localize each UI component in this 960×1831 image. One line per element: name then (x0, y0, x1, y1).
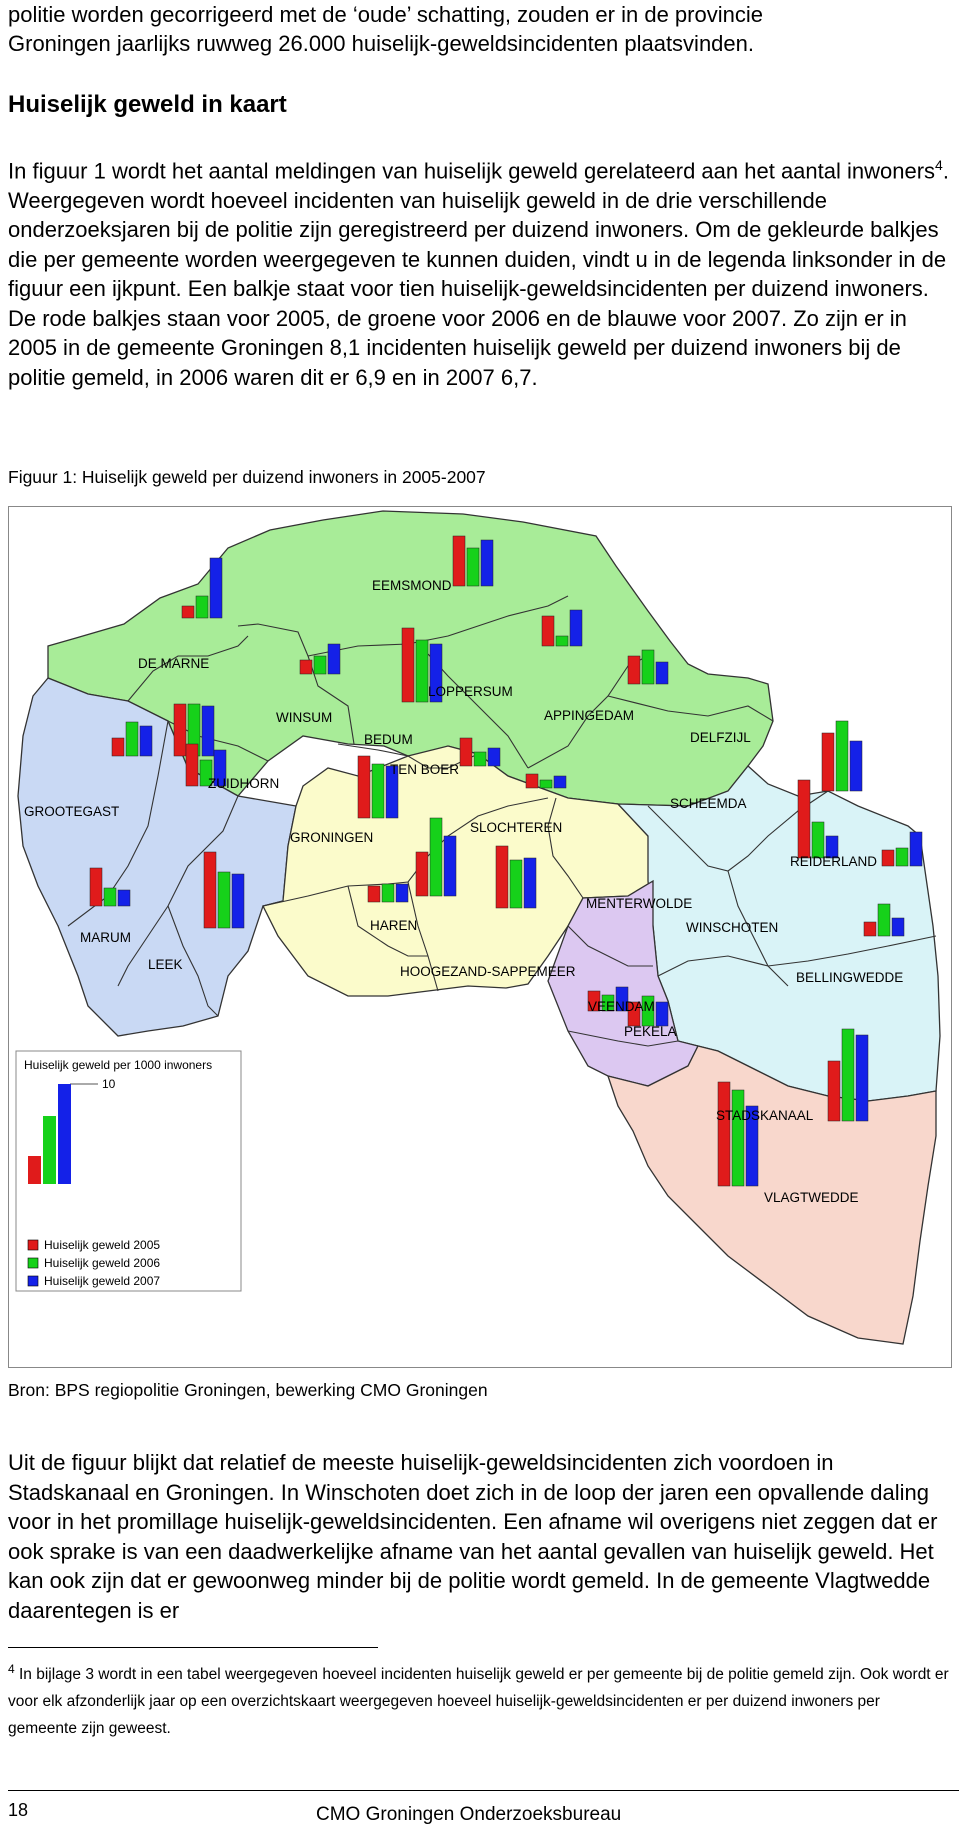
figure-source: Bron: BPS regiopolitie Groningen, bewerking CMO Groningen (8, 1380, 488, 1400)
label-bedum: BEDUM (364, 732, 413, 747)
map-bar-2007-19 (892, 918, 904, 936)
legend-item-2006: Huiselijk geweld 2006 (44, 1256, 161, 1270)
label-haren: HAREN (370, 918, 418, 933)
page-number: 18 (8, 1800, 29, 1820)
legend-swatch-2005 (28, 1240, 38, 1250)
map-bar-2006-3 (642, 650, 654, 684)
map-bar-2005-19 (864, 922, 876, 936)
map-bar-2006-8 (126, 722, 138, 756)
paragraph-text-part2: . Weergegeven wordt hoeveel incidenten van huiselijk geweld in de drie verschillende onderzoeksjaren bij de politie zijn geregistreerd per duizend inwoners. Om de gekleurde balkjes die per gemeente worden weergegeven te kunnen duiden, vindt u in de legenda linksonder in de figuur een ijkpunt. Een balkje staat voor tien huiselijk-geweldsincidenten per duizend inwoners. De rode balkjes staan voor 2005, de groene voor 2006 en de blauwe voor 2007. Zo zijn er in 2005 in de gemeente Groningen 8,1 incidenten huiselijk geweld per duizend inwoners bij de politie gemeld, in 2006 waren dit er 6,9 en in 2007 6,7. (8, 158, 949, 390)
map-bar-2005-17 (368, 886, 380, 902)
map-bar-2007-5 (202, 706, 214, 756)
map-bar-2005-14 (496, 846, 508, 908)
paragraph-figure-explanation (8, 151, 953, 392)
map-bar-2005-24 (718, 1082, 730, 1186)
footnote-number: 4 (8, 1662, 15, 1676)
label-slochteren: SLOCHTEREN (470, 820, 563, 835)
map-bar-2005-1 (182, 606, 194, 618)
map-bar-2006-17 (382, 884, 394, 902)
map-bar-2005-20 (416, 852, 428, 896)
map-bar-2007-11 (554, 776, 566, 788)
map-bar-2007-16 (118, 890, 130, 906)
map-bar-2005-2 (542, 616, 554, 646)
map-bar-2006-2 (556, 636, 568, 646)
map-bar-2006-12 (372, 764, 384, 818)
label-zuidhorn: ZUIDHORN (208, 776, 280, 791)
map-bar-2007-7 (488, 748, 500, 766)
legend-bar-2006 (43, 1116, 56, 1184)
map-bar-2005-18 (204, 852, 216, 928)
map-bar-2007-14 (524, 858, 536, 908)
map-bar-2005-15 (798, 780, 810, 858)
map-bar-2006-0 (467, 548, 479, 586)
map-bar-2006-14 (510, 860, 522, 908)
footer-rule (8, 1790, 959, 1791)
label-loppersum: LOPPERSUM (428, 684, 513, 699)
map-bar-2005-5 (174, 704, 186, 756)
legend-scale-label: 10 (102, 1077, 116, 1091)
label-groningen: GRONINGEN (290, 830, 374, 845)
map-bar-2005-3 (628, 656, 640, 684)
map-bar-2005-10 (822, 733, 834, 791)
map-bar-2007-13 (910, 832, 922, 866)
map-bar-2006-24 (732, 1090, 744, 1186)
map-bar-2005-9 (186, 744, 198, 786)
legend-title: Huiselijk geweld per 1000 inwoners (24, 1058, 213, 1072)
legend-item-2007: Huiselijk geweld 2007 (44, 1274, 161, 1288)
label-scheemda: SCHEEMDA (670, 796, 747, 811)
footnote (8, 1656, 953, 1742)
paragraph-text-part1: In figuur 1 wordt het aantal meldingen van huiselijk geweld gerelateerd aan het aantal inwoners (8, 158, 936, 184)
label-bellingwedde: BELLINGWEDDE (796, 970, 904, 985)
map-bar-2007-3 (656, 662, 668, 684)
map-bar-2005-11 (526, 774, 538, 788)
label-winschoten: WINSCHOTEN (686, 920, 779, 935)
map-bar-2005-13 (882, 850, 894, 866)
map-legend (16, 1051, 241, 1291)
legend-bar-2007 (58, 1084, 71, 1184)
map-bar-2007-17 (396, 884, 408, 902)
map-bar-2006-1 (196, 596, 208, 618)
map-bar-2005-16 (90, 868, 102, 906)
map-bar-2007-1 (210, 558, 222, 618)
label-grootegast: GROOTEGAST (24, 804, 120, 819)
map-bar-2006-10 (836, 721, 848, 791)
map-bar-2005-23 (828, 1061, 840, 1121)
map-bar-2005-0 (453, 536, 465, 586)
map-bar-2006-11 (540, 780, 552, 788)
label-menterwolde: MENTERWOLDE (586, 896, 693, 911)
figure-map (8, 506, 952, 1368)
label-winsum: WINSUM (276, 710, 333, 725)
label-stadskanaal: STADSKANAAL (716, 1108, 814, 1123)
paragraph-conclusion: Uit de figuur blijkt dat relatief de meeste huiselijk-geweldsincidenten zich voordoen in Stadskanaal en Groningen. In Winschoten doet zich in de loop der jaren een opvallende daling voor in het promillage huiselijk-geweldsincidenten. Een afname wil overigens niet zeggen dat er ook sprake is van een daadwerkelijke afname van het aantal gevallen van huiselijk geweld. Het kan ook zijn dat er gewoonweg minder bij de politie wordt gemeld. In de gemeente Vlagtwedde daarentegen is er (8, 1450, 938, 1623)
map-bar-2006-6 (416, 640, 428, 702)
map-bar-2005-6 (402, 628, 414, 702)
label-hoogezand-sappemeer: HOOGEZAND-SAPPEMEER (400, 964, 576, 979)
label-de-marne: DE MARNE (138, 656, 210, 671)
label-veendam: VEENDAM (588, 999, 655, 1014)
label-vlagtwedde: VLAGTWEDDE (764, 1190, 859, 1205)
map-bar-2005-4 (300, 660, 312, 674)
label-delfzijl: DELFZIJL (690, 730, 751, 745)
map-bar-2006-13 (896, 848, 908, 866)
legend-swatch-2006 (28, 1258, 38, 1268)
map-bar-2007-2 (570, 610, 582, 646)
map-bar-2007-8 (140, 726, 152, 756)
footnote-text: In bijlage 3 wordt in een tabel weergegeven hoeveel incidenten huiselijk geweld er per gemeente bij de politie gemeld zijn. Ook wordt er voor elk afzonderlijk jaar op een overzichtskaart weergegeven hoeveel huiselijk-geweldsincidenten er per duizend inwoners per gemeente zijn geweest. (8, 1666, 949, 1738)
figure-caption: Figuur 1: Huiselijk geweld per duizend inwoners in 2005-2007 (8, 467, 486, 487)
intro-line-1: politie worden gecorrigeerd met de ‘oude’ schatting, zouden er in de provincie (8, 2, 763, 27)
map-bar-2006-23 (842, 1029, 854, 1121)
legend-bar-2005 (28, 1156, 41, 1184)
map-bar-2007-0 (481, 540, 493, 586)
map-bar-2007-20 (444, 836, 456, 896)
label-appingedam: APPINGEDAM (544, 708, 635, 723)
map-bar-2006-18 (218, 872, 230, 928)
footnote-reference: 4 (935, 157, 943, 173)
legend-item-2005: Huiselijk geweld 2005 (44, 1238, 161, 1252)
label-leek: LEEK (148, 957, 183, 972)
map-svg (8, 506, 952, 1368)
map-bar-2007-10 (850, 741, 862, 791)
map-bar-2007-4 (328, 644, 340, 674)
label-pekela: PEKELA (624, 1024, 677, 1039)
map-bar-2006-20 (430, 818, 442, 896)
map-bar-2006-15 (812, 822, 824, 858)
map-bar-2005-8 (112, 738, 124, 756)
label-eemsmond: EEMSMOND (372, 578, 452, 593)
map-bar-2007-18 (232, 874, 244, 928)
label-ten-boer: TEN BOER (390, 762, 460, 777)
map-bar-2006-7 (474, 752, 486, 766)
map-bar-2006-19 (878, 904, 890, 936)
map-bar-2006-16 (104, 888, 116, 906)
map-bar-2006-4 (314, 656, 326, 674)
label-reiderland: REIDERLAND (790, 854, 878, 869)
map-bar-2007-23 (856, 1035, 868, 1121)
label-marum: MARUM (80, 930, 131, 945)
intro-line-2: Groningen jaarlijks ruwweg 26.000 huiselijk-geweldsincidenten plaatsvinden. (8, 31, 754, 56)
footnote-separator (8, 1647, 378, 1648)
footer-organisation: CMO Groningen Onderzoeksbureau (316, 1804, 622, 1825)
legend-swatch-2007 (28, 1276, 38, 1286)
section-heading: Huiselijk geweld in kaart (8, 91, 287, 118)
map-bar-2005-7 (460, 738, 472, 766)
map-bar-2007-22 (656, 1002, 668, 1026)
map-bar-2005-12 (358, 756, 370, 818)
